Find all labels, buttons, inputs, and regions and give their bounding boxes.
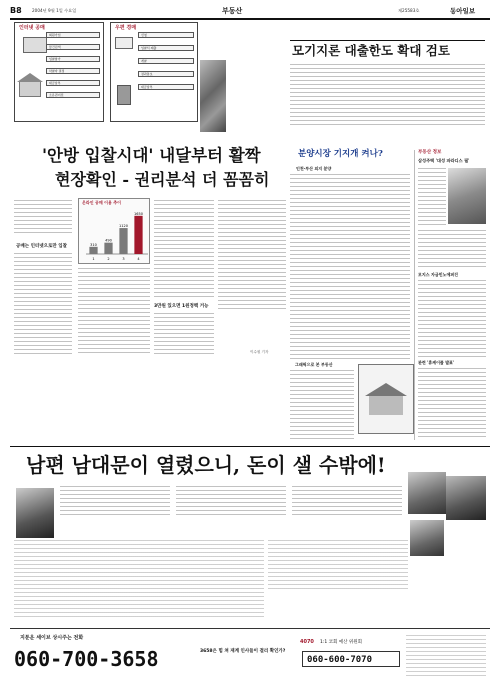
internet-auction-step-2: 물건검색: [46, 44, 100, 50]
ad-listing-left: [14, 540, 264, 620]
chart-category-label: 1: [92, 257, 95, 261]
right-story-cols-lower: [290, 370, 354, 440]
hotline-phone-number[interactable]: 060-700-3658: [14, 647, 159, 671]
lead-body-col3: [154, 200, 214, 300]
masthead: [10, 6, 490, 16]
chart-category-label: 4: [137, 257, 140, 261]
section-name: 부동산: [222, 7, 243, 15]
info-box-heading: 삼성주택 '대성 파라디스 필': [418, 158, 470, 163]
graphic-box-heading: 그래픽으로 본 부동산: [295, 362, 333, 367]
byline: 이수원 기자: [250, 350, 269, 354]
chart-category-label: 3: [122, 257, 125, 261]
right-story-top-rule: [290, 40, 485, 41]
internet-auction-step-1: 회원가입: [46, 32, 100, 38]
right-headline: 모기지론 대출한도 확대 검토: [292, 43, 450, 58]
ad-top-rule: [10, 446, 490, 447]
lead-subhead-2: 3만원 있으면 1원정백 거능: [154, 304, 209, 309]
chart-data-label: 1120: [119, 224, 128, 229]
flowchart-title: 우편 경매: [115, 25, 137, 31]
graphic-box: [358, 364, 414, 434]
mail-auction-step-1: 신청: [138, 32, 194, 38]
envelope-illustration: [115, 37, 133, 49]
info-col-text-1: [418, 168, 446, 228]
internet-auction-step-3: 입찰참가: [46, 56, 100, 62]
computer-illustration: [23, 37, 47, 53]
promo-label: 4070: [300, 639, 314, 645]
lead-body-col2: [78, 268, 150, 355]
paper-logo: 동아일보: [450, 7, 476, 15]
lead-body-col1-b: [14, 253, 72, 355]
internet-auction-step-6: 소유권이전: [46, 92, 100, 98]
mail-auction-step-4: 결과통보: [138, 71, 194, 77]
ad-body-mid: [176, 486, 286, 518]
ad-bottom-listing: [406, 635, 486, 679]
bar-chart: [80, 208, 150, 262]
right-story-cols-upper: [290, 64, 485, 126]
info-col-text-3: [418, 280, 486, 358]
hotline-label: 지푼운 세이브 상시주는 전화: [20, 635, 84, 641]
flowchart-title: 인터넷 공매: [19, 25, 45, 31]
house-roof-shape: [17, 73, 43, 82]
lead-headline-line2: 현장확인 - 권리분석 더 꼼꼼히: [55, 170, 270, 189]
chart-data-label: 490: [105, 238, 112, 243]
issue-number: 제25583호: [398, 8, 420, 13]
lead-subhead-1: 공매는 인터넷으로만 입찰: [16, 244, 67, 249]
lead-headline-line1: '안방 입찰시대' 내달부터 활짝: [42, 146, 261, 165]
chart-bar: [89, 247, 97, 254]
ad-listing-right: [268, 540, 408, 590]
chart-bar: [104, 243, 112, 254]
internet-auction-step-5: 대금납부: [46, 80, 100, 86]
ad-body-right: [292, 486, 402, 518]
info-small-heading-1: 모지스 자금민노에퍼진: [418, 272, 459, 277]
right-story-cols-mid: [290, 174, 410, 359]
mailbox-illustration: [117, 85, 131, 105]
mail-auction-step-3: 개찰: [138, 58, 194, 64]
date-line: 2004년 9월 1일 수요일: [32, 8, 77, 13]
chart-data-label: 1650: [134, 211, 143, 216]
info-col-text-4: [418, 368, 486, 438]
building-photo: [448, 168, 486, 224]
lead-body-col1: [14, 200, 72, 234]
middle-col-upper: [218, 200, 286, 310]
chart-panel: [78, 198, 150, 264]
info-col-text-2: [418, 230, 486, 270]
ad-man-photo-right-2: [446, 476, 486, 520]
ad-man-photo-right-3: [410, 520, 444, 556]
ad-man-photo-right-1: [408, 472, 446, 514]
chart-data-label: 310: [90, 242, 97, 247]
internet-auction-step-4: 낙찰자 결정: [46, 68, 100, 74]
mail-auction-step-2: 입찰서 제출: [138, 45, 194, 51]
ad-body-left: [60, 486, 170, 518]
chart-category-label: 2: [107, 257, 110, 261]
ad-mid-text: 3658은 힘 쳐 재계 인사들이 결리 확인가?: [200, 649, 286, 654]
column-divider: [414, 150, 415, 440]
phone-box-number: 060-600-7070: [307, 655, 373, 665]
masthead-rule: [10, 18, 490, 20]
apartment-photo: [200, 60, 226, 132]
mail-auction-step-5: 대금납부: [138, 84, 194, 90]
chart-bar: [119, 228, 127, 254]
phone-box[interactable]: [302, 651, 400, 667]
ad-headline: 남편 남대문이 열렸으니, 돈이 샐 수밖에!: [26, 453, 386, 477]
middle-col-heading: 인천·부산 외지 분양: [296, 166, 332, 171]
promo-text: 1:1 코회 예산 위원회: [320, 640, 362, 645]
info-box-title: 부동산 정보: [418, 150, 442, 155]
house-graphic: [369, 395, 403, 415]
info-small-heading-2: 관련 '휴케이플 발표': [418, 360, 455, 365]
page-number: B8: [10, 6, 22, 15]
chart-bar: [134, 216, 142, 254]
lead-body-col3-b: [154, 313, 214, 355]
house-illustration: [19, 81, 41, 97]
ad-bottom-bar: [10, 628, 490, 684]
ad-man-photo-left: [16, 488, 54, 538]
right-subheadline: 분양시장 기지개 켜나?: [298, 149, 383, 159]
house-graphic-roof: [365, 383, 407, 396]
chart-title: 온라인 공매 이용 추이: [82, 200, 121, 205]
